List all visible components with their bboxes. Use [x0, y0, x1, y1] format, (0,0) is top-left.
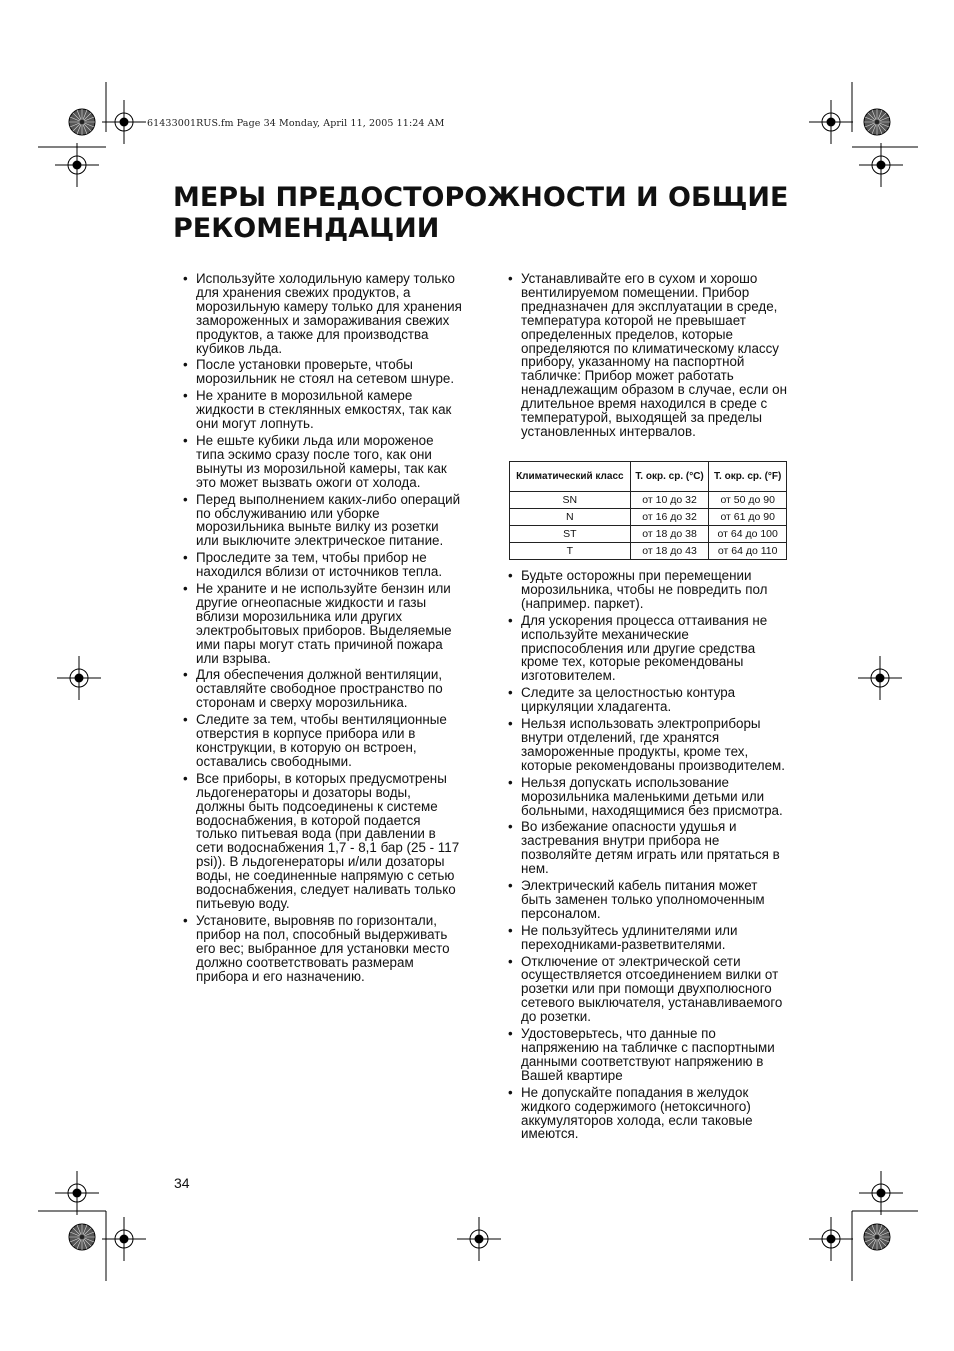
color-wheel-icon [69, 109, 95, 135]
list-item [180, 493, 463, 549]
bullet-list-left [180, 272, 463, 983]
bullet: • [508, 819, 513, 835]
right-column-top [505, 272, 790, 442]
list-item-text: Во избежание опасности удушья и застревания внутри прибора не позволяйте детям играть или прятаться в нем. [521, 819, 780, 877]
table-cell: N [510, 509, 631, 526]
page-number: 34 [174, 1175, 190, 1191]
list-item-text: Нельзя использовать электроприборы внутри отделений, где хранятся замороженные продукты, кроме тех, которые рекомендованы производителем. [521, 716, 785, 773]
list-item-text: Проследите за тем, чтобы прибор не находился вблизи от источников тепла. [196, 550, 443, 580]
file-info-header: 61433001RUS.fm Page 34 Monday, April 11, 2005 11:24 AM [147, 118, 445, 129]
list-item-text: Все приборы, в которых предусмотрены льдогенераторы и дозаторы воды, должны быть подсоединены к системе водоснабжения, в которой подается только питьевая вода (при давлении в сети водоснабжения 1,7 - 8,1 бар (25 - 117 psi)). В льдогенераторы и/или дозаторы воды, не соединенные напрямую с сетью водоснабжения, следует наливать только питьевую воду. [196, 770, 460, 911]
list-item [505, 686, 790, 714]
registration-mark-icon [457, 1217, 501, 1261]
table-cell: T [510, 543, 631, 560]
column-header: Т. окр. ср. (°F) [709, 462, 787, 492]
bullet: • [508, 716, 513, 732]
list-item-text: Для ускорения процесса оттаивания не используйте механические приспособления или другие средства кроме тех, которые рекомендованы изготовителем. [521, 612, 768, 684]
bullet: • [183, 550, 188, 566]
table-cell: от 64 до 100 [709, 526, 787, 543]
bullet: • [183, 271, 188, 286]
list-item-text: Не храните и не используйте бензин или другие огнеопасные жидкости и газы вблизи морозильника или других электробытовых приборов. Выделяемые ими пары могут стать причиной пожара или взрыва. [196, 581, 452, 666]
list-item-text: Будьте осторожны при перемещении морозильника, чтобы не повредить пол (например. паркет). [521, 568, 768, 611]
bullet: • [508, 953, 513, 969]
color-wheel-icon [864, 109, 890, 135]
bullet: • [183, 912, 188, 928]
list-item-text: Используйте холодильную камеру только для хранения свежих продуктов, а морозильную камеру только для хранения замороженных и замораживания свежих продуктов, а также для производства кубиков льда. [196, 271, 462, 356]
climate-class-table [509, 461, 787, 560]
registration-mark-icon [809, 100, 853, 144]
list-item-text: Перед выполнением каких-либо операций по обслуживанию или уборке морозильника выньте вилку из розетки или выключите электрическое питание. [196, 491, 461, 549]
table-cell: от 64 до 110 [709, 543, 787, 560]
registration-mark-icon [57, 656, 101, 700]
list-item [180, 272, 463, 355]
table-row [510, 509, 787, 526]
list-item [505, 1086, 790, 1142]
registration-mark-icon [859, 143, 903, 187]
list-item-text: После установки проверьте, чтобы морозильник не стоял на сетевом шнуре. [196, 357, 455, 387]
color-wheel-icon [864, 1224, 890, 1250]
list-item [505, 717, 790, 773]
bullet: • [183, 388, 188, 404]
registration-mark-icon [55, 143, 99, 187]
bullet: • [183, 581, 188, 597]
bullet: • [183, 770, 188, 786]
list-item-text: Не пользуйтесь удлинителями или переходниками-разветвителями. [521, 922, 738, 952]
table-cell: ST [510, 526, 631, 543]
list-item [505, 820, 790, 876]
bullet: • [508, 685, 513, 701]
list-item [505, 1027, 790, 1083]
table-row [510, 492, 787, 509]
bullet: • [508, 568, 513, 583]
bullet: • [508, 1026, 513, 1042]
list-item [180, 914, 463, 984]
table-cell: от 50 до 90 [709, 492, 787, 509]
list-item [505, 569, 790, 611]
list-item-text: Не допускайте попадания в желудок жидкого содержимого (нетоксичного) аккумуляторов холода, если таковые имеются. [521, 1084, 753, 1142]
list-item [180, 668, 463, 710]
table-cell: от 10 до 32 [630, 492, 709, 509]
list-item [180, 772, 463, 911]
list-item [180, 358, 463, 386]
column-header: Т. окр. ср. (°C) [630, 462, 709, 492]
table-row [510, 526, 787, 543]
bullet: • [508, 612, 513, 628]
list-item-text: Электрический кабель питания может быть заменен только уполномоченным персоналом. [521, 878, 765, 921]
bullet: • [508, 774, 513, 790]
table-row [510, 543, 787, 560]
list-item [180, 582, 463, 665]
list-item-text: Отключение от электрической сети осуществляется отсоединением вилки от розетки или при помощи двухполюсного сетевого выключателя, устанавливаемого до розетки. [521, 953, 783, 1025]
list-item [180, 434, 463, 490]
registration-mark-icon [102, 1217, 146, 1261]
bullet: • [183, 357, 188, 373]
registration-mark-icon [859, 1171, 903, 1215]
bullet: • [508, 271, 513, 286]
registration-mark-icon [809, 1217, 853, 1261]
list-item-text: Для обеспечения должной вентиляции, оставляйте свободное пространство по сторонам и сверху морозильника. [196, 667, 443, 711]
right-column-bottom [505, 569, 790, 1144]
list-item-text: Нельзя допускать использование морозильника маленькими детьми или больными, находящимися без присмотра. [521, 774, 783, 818]
list-item-text: Следите за тем, чтобы вентиляционные отверстия в корпусе прибора или в конструкции, в которую он встроен, оставались свободными. [196, 712, 447, 769]
list-item [180, 713, 463, 769]
list-item [505, 955, 790, 1025]
registration-mark-icon [55, 1171, 99, 1215]
list-item [505, 776, 790, 818]
registration-mark-icon [102, 100, 146, 144]
list-item-text: Устанавливайте его в сухом и хорошо вентилируемом помещении. Прибор предназначен для эксплуатации в среде, температура которой не превышает определенных пределов, которые определяются по климатическому классу прибору, указанному на паспортной табличке: Прибор может работать ненадлежащим образом в случае, если он длительное время находился в среде с температурой, выходящей за пределы установленных интервалов. [521, 271, 788, 439]
registration-mark-icon [858, 656, 902, 700]
table-cell: от 16 до 32 [630, 509, 709, 526]
list-item-text: Следите за целостностью контура циркуляции хладагента. [521, 685, 736, 715]
list-item [505, 272, 790, 439]
table-cell: от 18 до 38 [630, 526, 709, 543]
color-wheel-icon [69, 1224, 95, 1250]
left-column [180, 272, 463, 986]
list-item-text: Удостоверьтесь, что данные по напряжению на табличке с паспортными данными соответствуют напряжению в Вашей квартире [521, 1026, 775, 1083]
bullet-list-right-bottom [505, 569, 790, 1141]
table-cell: от 18 до 43 [630, 543, 709, 560]
bullet: • [183, 712, 188, 728]
list-item [180, 389, 463, 431]
list-item [505, 614, 790, 684]
list-item [180, 551, 463, 579]
bullet: • [508, 1084, 513, 1100]
list-item-text: Установите, выровняв по горизонтали, прибор на пол, способный выдерживать его вес; выбранное для установки место должно соответствовать размерам прибора и его назначению. [196, 912, 450, 984]
list-item [505, 924, 790, 952]
page-title: МЕРЫ ПРЕДОСТОРОЖНОСТИ И ОБЩИЕ РЕКОМЕНДАЦИИ [173, 182, 789, 244]
list-item [505, 879, 790, 921]
bullet-list-right-top [505, 272, 790, 439]
list-item-text: Не храните в морозильной камере жидкости в стеклянных емкостях, так как они могут лопнуть. [196, 388, 452, 432]
table-header-row [510, 462, 787, 492]
bullet: • [183, 491, 188, 507]
bullet: • [508, 922, 513, 938]
list-item-text: Не ешьте кубики льда или мороженое типа эскимо сразу после того, как они вынуты из морозильной камеры, так как это может вызвать ожоги от холода. [196, 432, 447, 490]
bullet: • [183, 667, 188, 683]
column-header: Климатический класс [510, 462, 631, 492]
bullet: • [508, 878, 513, 894]
table-cell: от 61 до 90 [709, 509, 787, 526]
bullet: • [183, 432, 188, 448]
table-cell: SN [510, 492, 631, 509]
